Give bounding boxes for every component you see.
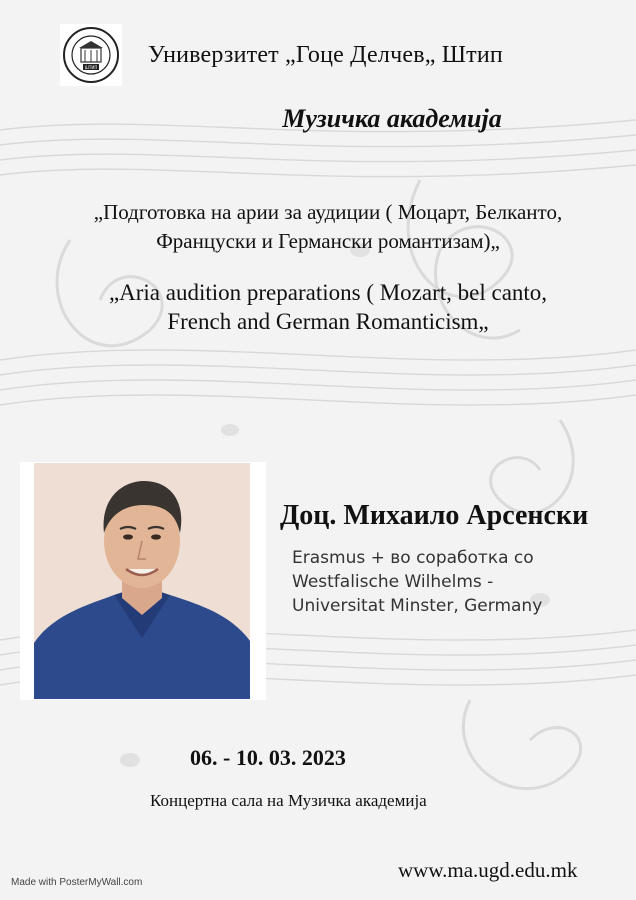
event-venue: Концертна сала на Музичка академија <box>150 791 427 810</box>
svg-text:ШТИП: ШТИП <box>84 65 98 70</box>
postermywall-credit: Made with PosterMyWall.com <box>11 877 143 888</box>
lecturer-name: Доц. Михаило Арсенски <box>280 500 589 531</box>
event-dates: 06. - 10. 03. 2023 <box>190 745 346 770</box>
website-link[interactable]: www.ma.ugd.edu.mk <box>398 858 578 882</box>
lecturer-affiliation <box>292 546 542 618</box>
affiliation-line: Westfalische Wilhelms - <box>292 572 494 592</box>
workshop-title-mk <box>40 198 616 256</box>
lecturer-photo <box>34 463 250 699</box>
university-logo <box>60 24 122 86</box>
affiliation-line: Universitat Minster, Germany <box>292 596 543 616</box>
university-name: Универзитет „Гоце Делчев„ Штип <box>148 42 503 68</box>
affiliation-line: Erasmus + во соработка со <box>292 548 534 568</box>
university-seal-icon <box>62 26 120 84</box>
workshop-title-en <box>40 278 616 336</box>
title-en-line: French and German Romanticism„ <box>167 309 489 334</box>
title-mk-line: „Подготовка на арии за аудиции ( Моцарт, Белканто, <box>93 200 563 224</box>
title-mk-line: Француски и Германски романтизам)„ <box>156 229 500 253</box>
title-en-line: „Aria audition preparations ( Mozart, bel canto, <box>108 280 548 305</box>
academy-name: Музичка академија <box>282 104 502 133</box>
